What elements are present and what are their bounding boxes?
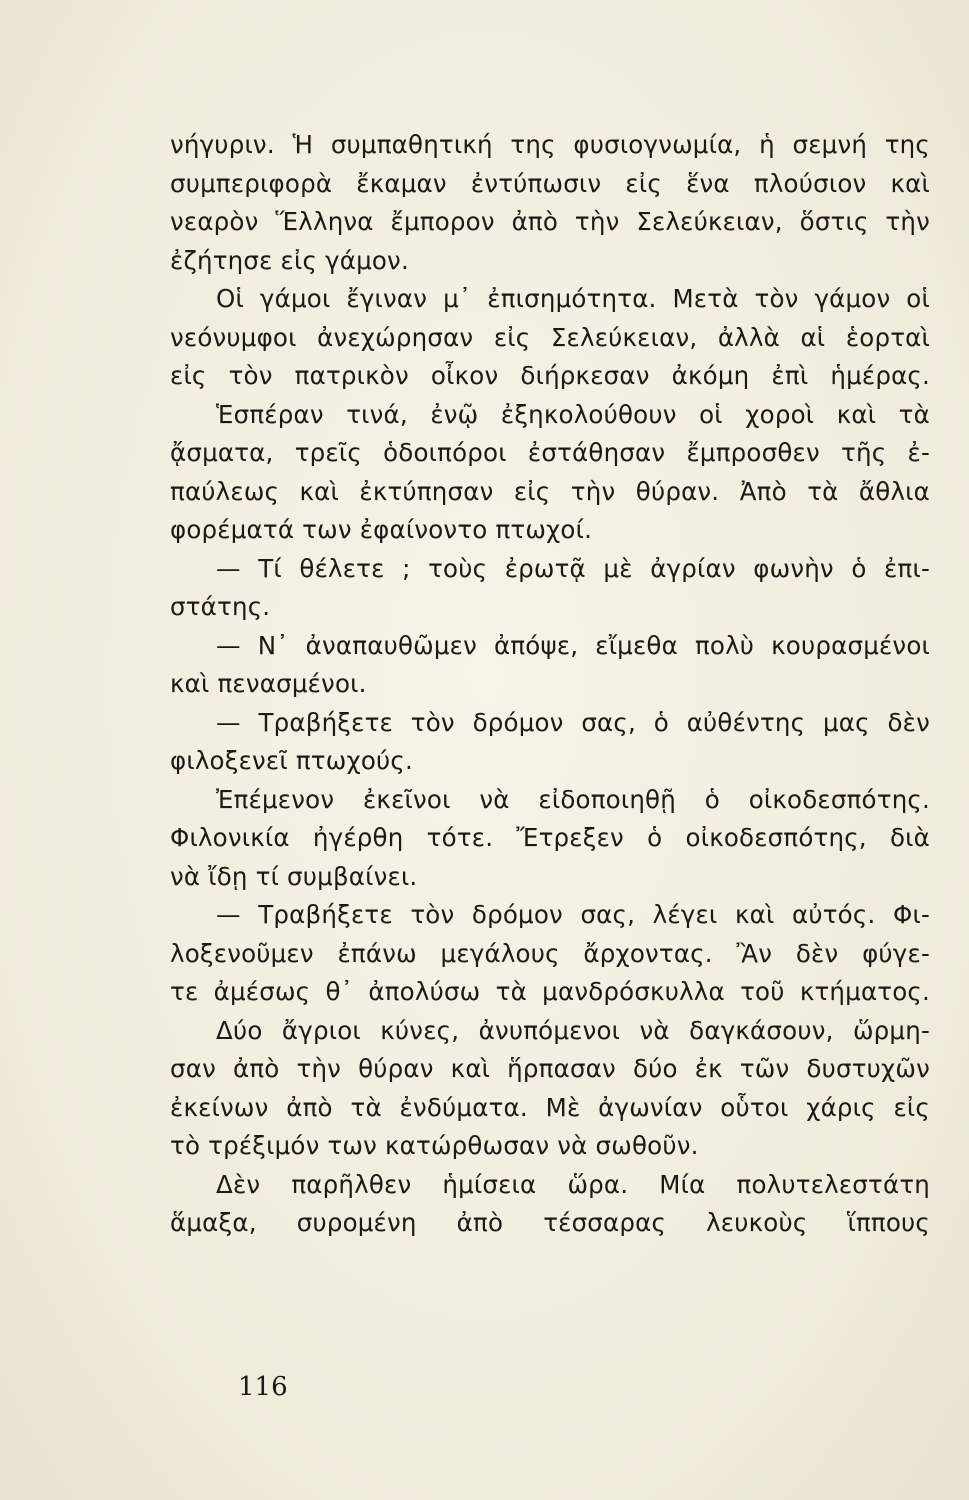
text-line: Δὲν παρῆλθεν ἡμίσεια ὥρα. Μία πολυτελεστάτη (216, 1169, 930, 1199)
body-text (170, 126, 930, 1243)
text-line: εἰς τὸν πατρικὸν οἶκον διήρκεσαν ἀκόμη ἐπὶ ἡμέρας. (170, 361, 930, 390)
text-line: νεόνυμφοι ἀνεχώρησαν εἰς Σελεύκειαν, ἀλλὰ αἱ ἑορταὶ (170, 322, 930, 352)
text-line: ἐκείνων ἀπὸ τὰ ἐνδύματα. Μὲ ἀγωνίαν οὗτοι χάρις εἰς (170, 1092, 930, 1122)
text-line: σαν ἀπὸ τὴν θύραν καὶ ἥρπασαν δύο ἐκ τῶν δυστυχῶν (170, 1054, 930, 1083)
text-line: φορέματά των ἐφαίνοντο πτωχοί. (170, 515, 593, 544)
text-line: συμπεριφορὰ ἔκαμαν ἐντύπωσιν εἰς ἕνα πλούσιον καὶ (170, 168, 930, 198)
text-line: τε ἀμέσως θ᾽ ἀπολύσω τὰ μανδρόσκυλλα τοῦ κτήματος. (170, 977, 930, 1006)
text-line: ἅμαξα, συρομένη ἀπὸ τέσσαρας λευκοὺς ἵππους (170, 1208, 930, 1237)
text-line: νὰ ἴδῃ τί συμβαίνει. (170, 861, 418, 891)
text-line: Οἱ γάμοι ἔγιναν μ᾽ ἐπισημότητα. Μετὰ τὸν γάμον οἱ (216, 284, 930, 313)
text-line: ᾄσματα, τρεῖς ὁδοιπόροι ἐστάθησαν ἔμπροσθεν τῆς ἐ- (170, 438, 930, 467)
text-line: Φιλονικία ἠγέρθη τότε. Ἔτρεξεν ὁ οἰκοδεσπότης, διὰ (170, 823, 930, 852)
text-line: νεαρὸν Ἕλληνα ἔμπορον ἀπὸ τὴν Σελεύκειαν, ὅστις τὴν (170, 207, 930, 236)
text-line: ἐζήτησε εἰς γάμον. (170, 245, 409, 275)
text-line: παύλεως καὶ ἐκτύπησαν εἰς τὴν θύραν. Ἀπὸ τὰ ἄθλια (170, 476, 930, 506)
text-line: λοξενοῦμεν ἐπάνω μεγάλους ἄρχοντας. Ἂν δὲν φύγε- (170, 938, 930, 968)
text-line: καὶ πενασμένοι. (170, 669, 367, 698)
text-line: Ἑσπέραν τινά, ἐνῷ ἐξηκολούθουν οἱ χοροὶ καὶ τὰ (216, 399, 930, 429)
text-line: στάτης. (170, 592, 271, 621)
text-line: — Τί θέλετε ; τοὺς ἐρωτᾷ μὲ ἀγρίαν φωνὴν ὁ ἐπι- (216, 553, 930, 583)
text-line: Δύο ἄγριοι κύνες, ἀνυπόμενοι νὰ δαγκάσουν, ὥρμη- (216, 1015, 930, 1045)
text-line: νήγυριν. Ἡ συμπαθητική της φυσιογνωμία, ἡ σεμνή της (170, 130, 930, 159)
page-number: 116 (238, 1372, 288, 1402)
text-line: φιλοξενεῖ πτωχούς. (170, 746, 413, 775)
text-line: Ἐπέμενον ἐκεῖνοι νὰ εἰδοποιηθῇ ὁ οἰκοδεσπότης. (216, 784, 930, 814)
text-line: τὸ τρέξιμόν των κατώρθωσαν νὰ σωθοῦν. (170, 1131, 699, 1160)
text-line: — Ν᾽ ἀναπαυθῶμεν ἀπόψε, εἴμεθα πολὺ κουρασμένοι (216, 630, 930, 660)
text-line: — Τραβήξετε τὸν δρόμον σας, λέγει καὶ αὐτός. Φι- (216, 900, 930, 929)
text-line: — Τραβήξετε τὸν δρόμον σας, ὁ αὐθέντης μας δὲν (216, 707, 930, 737)
